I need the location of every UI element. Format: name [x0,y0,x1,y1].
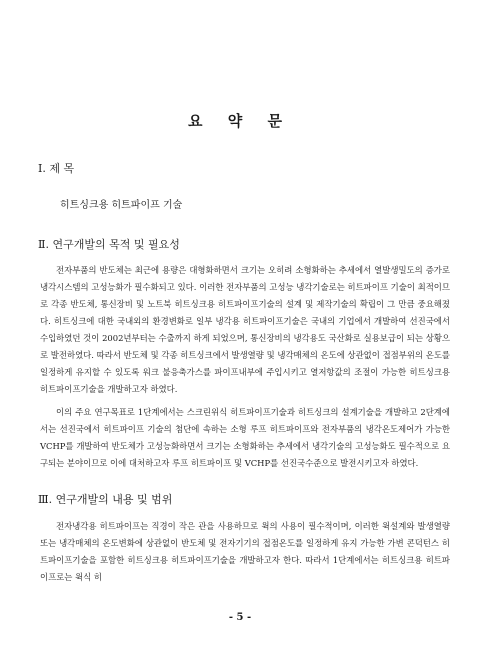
purpose-paragraph-1: 전자부품의 반도체는 최근에 용량은 대형화하면서 크기는 오히려 소형화하는 추세에서 열발생밀도의 증가로 냉각시스템의 고성능화가 필수화되고 있다. 이러한 전자부품의 고성능 냉각기술로는 히트파이프 기술이 최적이므로 각종 반도체, 통신장비 및 노트북 히트싱크용 히트파이프기술의 설계 및 제작기술의 확립이 그 만큼 중요해졌다. 히트싱크에 대한 국내외의 환경변화로 일부 냉각용 히트파이프기술은 국내의 기업에서 개발하여 선진국에서 수입하였던 것이 2002년부터는 수출까지 하게 되었으며, 통신장비의 냉각용도 국산화로 실용보급이 되는 상황으로 발전하였다. 따라서 반도체 및 각종 히트싱크에서 발생열량 및 냉각매체의 온도에 상관없이 접점부위의 온도를 일정하게 유지할 수 있도록 워크 불응축가스를 파이프내부에 주입시키고 열저항값의 조절이 가능한 히트싱크용 히트파이프기술을 개발하고자 하였다. [40,265,450,394]
page-number: - 5 - [228,612,252,623]
purpose-paragraph-2: 이의 주요 연구목표로 1단계에서는 스크린위식 히트파이프기술과 히트싱크의 설계기술을 개발하고 2단계에서는 선진국에서 히트파이프 기술의 첨단에 속하는 소형 루프 히트파이프와 전자부품의 냉각온도제어가 가능한 VCHP를 개발하여 반도체가 고성능화하면서 크기는 소형화하는 추세에서 냉각기술의 고성능화도 필수적으로 요구되는 분야이므로 이에 대처하고자 루프 히트파이프 및 VCHP를 선진국수준으로 발전시키고자 하였다. [40,407,450,468]
section-heading-subject: Ⅰ. 제 목 [38,162,75,175]
subject-text: 히트싱크용 히트파이프 기술 [60,200,183,211]
page-title: 요 약 문 [188,112,292,130]
section-heading-purpose: Ⅱ. 연구개발의 목적 및 필요성 [38,238,180,251]
scope-paragraph-1: 전자냉각용 히트파이프는 직경이 작은 관을 사용하므로 윅의 사용이 필수적이며, 이러한 윅설계와 발생열량 또는 냉각매체의 온도변화에 상관없이 반도체 및 전자기기의 접점온도를 일정하게 유지 가능한 가변 콘덕턴스 히트파이프기술을 포함한 히트싱크용 히트파이프기술을 개발하고자 한다. 따라서 1단계에서는 히트싱크용 히트파이프로는 윅식 히 [40,521,450,582]
section-heading-scope: Ⅲ. 연구개발의 내용 및 범위 [38,493,173,506]
